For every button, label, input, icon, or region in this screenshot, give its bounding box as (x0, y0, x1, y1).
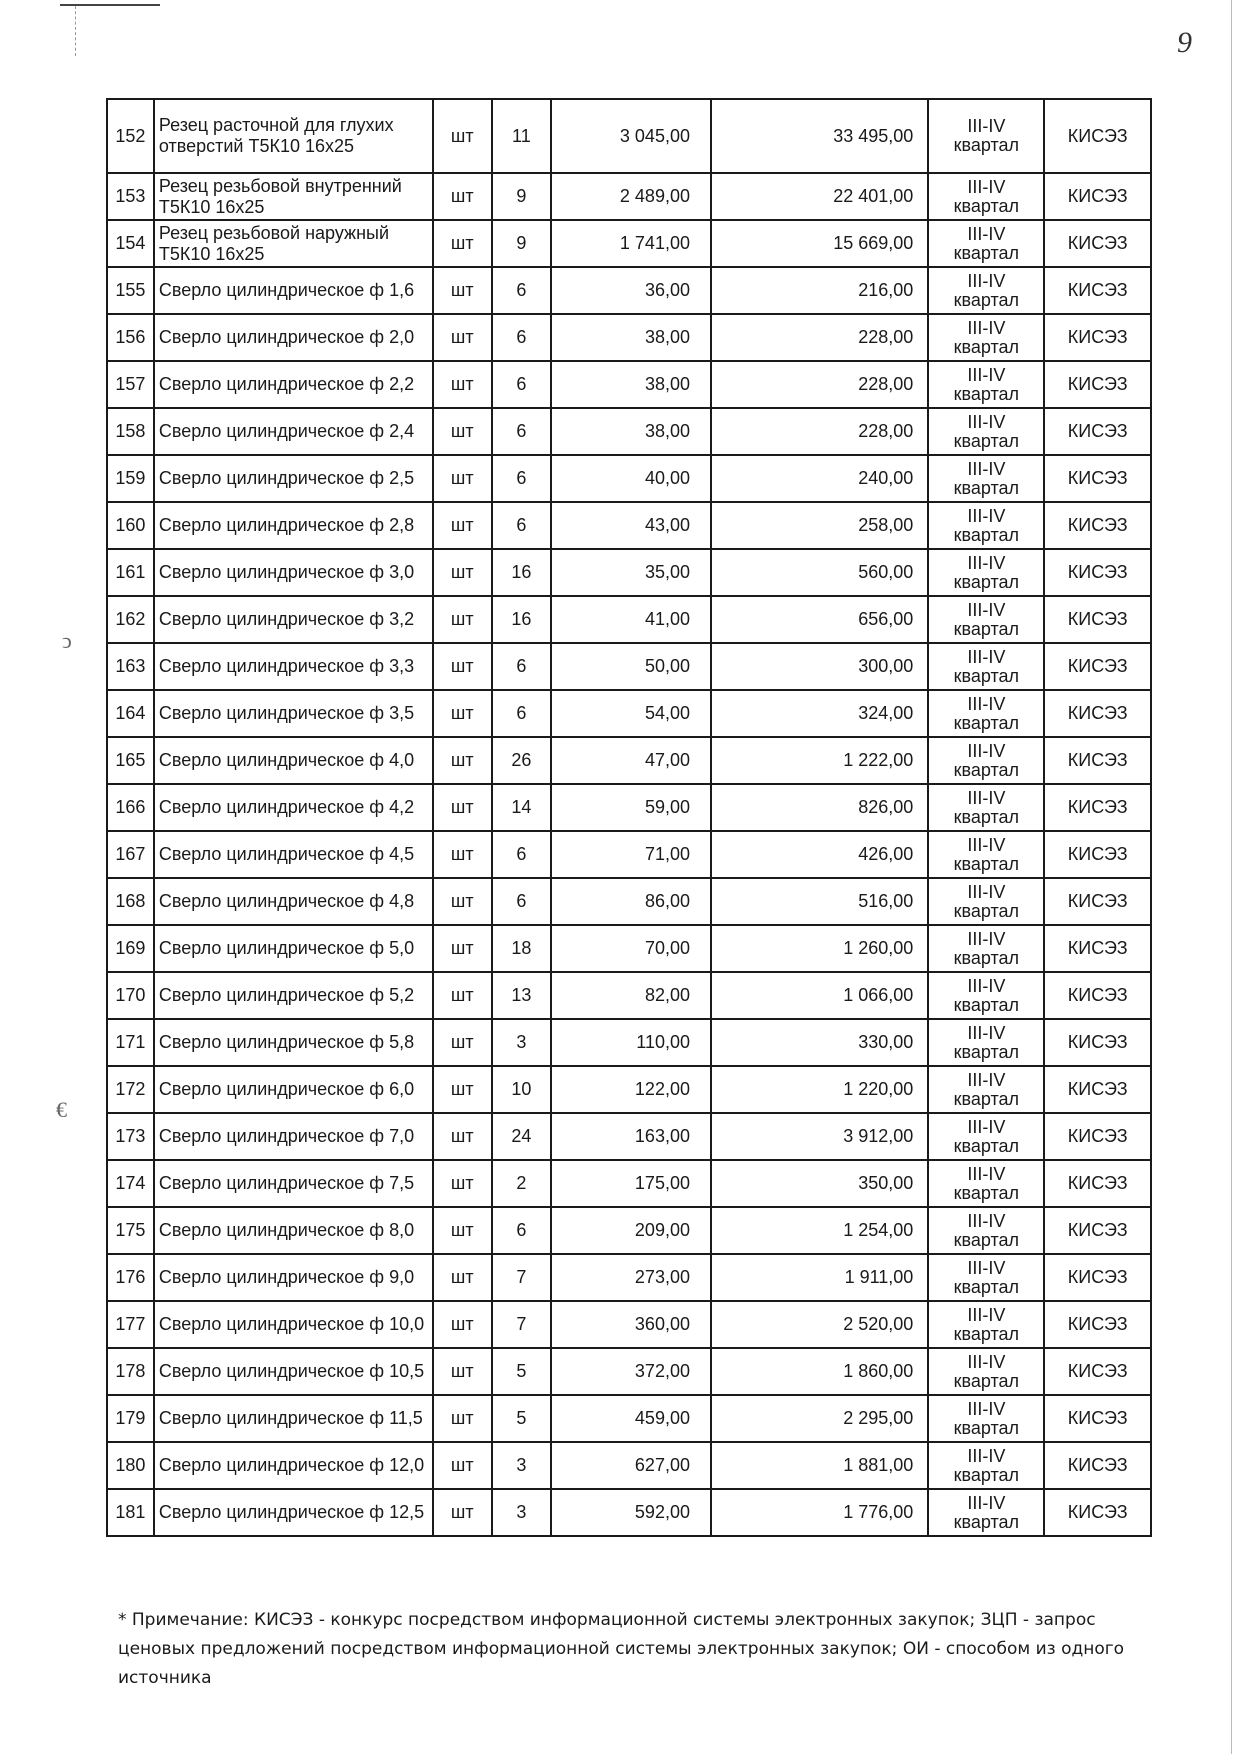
unit-price-cell: 110,00 (551, 1019, 711, 1066)
quantity-cell: 3 (492, 1019, 552, 1066)
item-name-cell: Сверло цилиндрическое ф 2,2 (154, 361, 433, 408)
table-row (107, 643, 1151, 690)
item-name-cell: Резец резьбовой наружный Т5К10 16х25 (154, 220, 433, 267)
table-row (107, 267, 1151, 314)
unit-cell: шт (433, 878, 492, 925)
table-row (107, 220, 1151, 267)
unit-price-cell: 209,00 (551, 1207, 711, 1254)
table-row (107, 1301, 1151, 1348)
total-amount-cell: 1 881,00 (711, 1442, 928, 1489)
delivery-period-cell: III-IV квартал (928, 925, 1044, 972)
item-name-cell: Сверло цилиндрическое ф 2,4 (154, 408, 433, 455)
table-row (107, 831, 1151, 878)
delivery-period-cell: III-IV квартал (928, 173, 1044, 220)
unit-cell: шт (433, 549, 492, 596)
row-number-cell: 161 (107, 549, 154, 596)
total-amount-cell: 1 254,00 (711, 1207, 928, 1254)
procurement-method-cell: КИСЭЗ (1044, 408, 1151, 455)
delivery-period-cell: III-IV квартал (928, 1207, 1044, 1254)
row-number-cell: 178 (107, 1348, 154, 1395)
quantity-cell: 6 (492, 831, 552, 878)
item-name-cell: Сверло цилиндрическое ф 5,2 (154, 972, 433, 1019)
unit-price-cell: 372,00 (551, 1348, 711, 1395)
delivery-period-cell: III-IV квартал (928, 1066, 1044, 1113)
procurement-method-cell: КИСЭЗ (1044, 1442, 1151, 1489)
unit-cell: шт (433, 831, 492, 878)
delivery-period-cell: III-IV квартал (928, 1489, 1044, 1536)
delivery-period-cell: III-IV квартал (928, 1019, 1044, 1066)
row-number-cell: 168 (107, 878, 154, 925)
item-name-cell: Сверло цилиндрическое ф 4,2 (154, 784, 433, 831)
unit-price-cell: 43,00 (551, 502, 711, 549)
unit-price-cell: 38,00 (551, 361, 711, 408)
unit-price-cell: 50,00 (551, 643, 711, 690)
item-name-cell: Сверло цилиндрическое ф 7,5 (154, 1160, 433, 1207)
procurement-method-cell: КИСЭЗ (1044, 690, 1151, 737)
delivery-period-cell: III-IV квартал (928, 1113, 1044, 1160)
row-number-cell: 157 (107, 361, 154, 408)
quantity-cell: 6 (492, 643, 552, 690)
unit-cell: шт (433, 314, 492, 361)
delivery-period-cell: III-IV квартал (928, 1160, 1044, 1207)
procurement-method-cell: КИСЭЗ (1044, 972, 1151, 1019)
table-row (107, 737, 1151, 784)
row-number-cell: 159 (107, 455, 154, 502)
delivery-period-cell: III-IV квартал (928, 972, 1044, 1019)
total-amount-cell: 1 260,00 (711, 925, 928, 972)
unit-cell: шт (433, 267, 492, 314)
unit-price-cell: 360,00 (551, 1301, 711, 1348)
delivery-period-cell: III-IV квартал (928, 643, 1044, 690)
total-amount-cell: 15 669,00 (711, 220, 928, 267)
unit-price-cell: 59,00 (551, 784, 711, 831)
quantity-cell: 14 (492, 784, 552, 831)
quantity-cell: 16 (492, 596, 552, 643)
row-number-cell: 176 (107, 1254, 154, 1301)
table-row (107, 878, 1151, 925)
row-number-cell: 158 (107, 408, 154, 455)
unit-price-cell: 163,00 (551, 1113, 711, 1160)
table-row (107, 1395, 1151, 1442)
table-row (107, 1442, 1151, 1489)
procurement-method-cell: КИСЭЗ (1044, 878, 1151, 925)
item-name-cell: Сверло цилиндрическое ф 1,6 (154, 267, 433, 314)
delivery-period-cell: III-IV квартал (928, 831, 1044, 878)
quantity-cell: 6 (492, 690, 552, 737)
quantity-cell: 6 (492, 1207, 552, 1254)
table-row (107, 314, 1151, 361)
unit-cell: шт (433, 1207, 492, 1254)
procurement-method-cell: КИСЭЗ (1044, 1160, 1151, 1207)
unit-price-cell: 627,00 (551, 1442, 711, 1489)
total-amount-cell: 826,00 (711, 784, 928, 831)
procurement-method-cell: КИСЭЗ (1044, 361, 1151, 408)
row-number-cell: 166 (107, 784, 154, 831)
quantity-cell: 10 (492, 1066, 552, 1113)
total-amount-cell: 516,00 (711, 878, 928, 925)
unit-cell: шт (433, 972, 492, 1019)
item-name-cell: Сверло цилиндрическое ф 4,0 (154, 737, 433, 784)
table-row (107, 502, 1151, 549)
delivery-period-cell: III-IV квартал (928, 99, 1044, 173)
unit-cell: шт (433, 1066, 492, 1113)
quantity-cell: 26 (492, 737, 552, 784)
item-name-cell: Сверло цилиндрическое ф 12,0 (154, 1442, 433, 1489)
procurement-table-body (107, 99, 1151, 1536)
item-name-cell: Сверло цилиндрическое ф 5,8 (154, 1019, 433, 1066)
table-row (107, 690, 1151, 737)
table-row (107, 1160, 1151, 1207)
unit-cell: шт (433, 408, 492, 455)
unit-price-cell: 54,00 (551, 690, 711, 737)
unit-cell: шт (433, 1395, 492, 1442)
procurement-method-cell: КИСЭЗ (1044, 784, 1151, 831)
total-amount-cell: 228,00 (711, 361, 928, 408)
row-number-cell: 156 (107, 314, 154, 361)
row-number-cell: 170 (107, 972, 154, 1019)
row-number-cell: 167 (107, 831, 154, 878)
item-name-cell: Сверло цилиндрическое ф 11,5 (154, 1395, 433, 1442)
unit-cell: шт (433, 596, 492, 643)
procurement-table (106, 98, 1152, 1537)
delivery-period-cell: III-IV квартал (928, 737, 1044, 784)
quantity-cell: 6 (492, 408, 552, 455)
procurement-method-cell: КИСЭЗ (1044, 220, 1151, 267)
procurement-method-cell: КИСЭЗ (1044, 737, 1151, 784)
procurement-method-cell: КИСЭЗ (1044, 314, 1151, 361)
row-number-cell: 169 (107, 925, 154, 972)
procurement-method-cell: КИСЭЗ (1044, 502, 1151, 549)
row-number-cell: 180 (107, 1442, 154, 1489)
total-amount-cell: 656,00 (711, 596, 928, 643)
unit-price-cell: 122,00 (551, 1066, 711, 1113)
quantity-cell: 3 (492, 1442, 552, 1489)
unit-cell: шт (433, 925, 492, 972)
quantity-cell: 6 (492, 267, 552, 314)
unit-price-cell: 175,00 (551, 1160, 711, 1207)
procurement-method-cell: КИСЭЗ (1044, 596, 1151, 643)
unit-cell: шт (433, 173, 492, 220)
quantity-cell: 5 (492, 1395, 552, 1442)
procurement-method-cell: КИСЭЗ (1044, 1207, 1151, 1254)
quantity-cell: 13 (492, 972, 552, 1019)
procurement-method-cell: КИСЭЗ (1044, 99, 1151, 173)
total-amount-cell: 228,00 (711, 408, 928, 455)
row-number-cell: 171 (107, 1019, 154, 1066)
delivery-period-cell: III-IV квартал (928, 549, 1044, 596)
procurement-method-cell: КИСЭЗ (1044, 455, 1151, 502)
quantity-cell: 6 (492, 361, 552, 408)
unit-price-cell: 38,00 (551, 314, 711, 361)
quantity-cell: 11 (492, 99, 552, 173)
row-number-cell: 181 (107, 1489, 154, 1536)
quantity-cell: 5 (492, 1348, 552, 1395)
unit-cell: шт (433, 1254, 492, 1301)
total-amount-cell: 324,00 (711, 690, 928, 737)
quantity-cell: 6 (492, 878, 552, 925)
total-amount-cell: 258,00 (711, 502, 928, 549)
quantity-cell: 7 (492, 1301, 552, 1348)
unit-cell: шт (433, 1113, 492, 1160)
unit-cell: шт (433, 99, 492, 173)
item-name-cell: Сверло цилиндрическое ф 3,2 (154, 596, 433, 643)
table-row (107, 596, 1151, 643)
delivery-period-cell: III-IV квартал (928, 1301, 1044, 1348)
unit-price-cell: 273,00 (551, 1254, 711, 1301)
unit-price-cell: 592,00 (551, 1489, 711, 1536)
table-row (107, 1348, 1151, 1395)
quantity-cell: 7 (492, 1254, 552, 1301)
item-name-cell: Сверло цилиндрическое ф 2,0 (154, 314, 433, 361)
table-row (107, 1113, 1151, 1160)
procurement-method-cell: КИСЭЗ (1044, 549, 1151, 596)
quantity-cell: 9 (492, 220, 552, 267)
row-number-cell: 164 (107, 690, 154, 737)
unit-cell: шт (433, 1489, 492, 1536)
row-number-cell: 154 (107, 220, 154, 267)
unit-cell: шт (433, 502, 492, 549)
procurement-method-cell: КИСЭЗ (1044, 1254, 1151, 1301)
delivery-period-cell: III-IV квартал (928, 314, 1044, 361)
table-row (107, 99, 1151, 173)
total-amount-cell: 560,00 (711, 549, 928, 596)
total-amount-cell: 2 520,00 (711, 1301, 928, 1348)
unit-price-cell: 35,00 (551, 549, 711, 596)
unit-cell: шт (433, 784, 492, 831)
procurement-method-cell: КИСЭЗ (1044, 831, 1151, 878)
row-number-cell: 160 (107, 502, 154, 549)
procurement-method-cell: КИСЭЗ (1044, 925, 1151, 972)
unit-price-cell: 41,00 (551, 596, 711, 643)
total-amount-cell: 3 912,00 (711, 1113, 928, 1160)
procurement-method-cell: КИСЭЗ (1044, 173, 1151, 220)
row-number-cell: 174 (107, 1160, 154, 1207)
unit-cell: шт (433, 220, 492, 267)
row-number-cell: 179 (107, 1395, 154, 1442)
procurement-method-cell: КИСЭЗ (1044, 1066, 1151, 1113)
item-name-cell: Сверло цилиндрическое ф 7,0 (154, 1113, 433, 1160)
total-amount-cell: 330,00 (711, 1019, 928, 1066)
footnote: * Примечание: КИСЭЗ - конкурс посредством информационной системы электронных закупок; ЗЦП - запрос ценовых предложений посредством информационной системы электронных закупок; ОИ - способом из одного источника (118, 1610, 1125, 1688)
procurement-method-cell: КИСЭЗ (1044, 643, 1151, 690)
item-name-cell: Сверло цилиндрическое ф 3,3 (154, 643, 433, 690)
unit-cell: шт (433, 1442, 492, 1489)
total-amount-cell: 1 222,00 (711, 737, 928, 784)
row-number-cell: 177 (107, 1301, 154, 1348)
item-name-cell: Сверло цилиндрическое ф 5,0 (154, 925, 433, 972)
delivery-period-cell: III-IV квартал (928, 361, 1044, 408)
quantity-cell: 16 (492, 549, 552, 596)
unit-cell: шт (433, 737, 492, 784)
scan-edge-line (1231, 0, 1232, 1754)
unit-price-cell: 70,00 (551, 925, 711, 972)
procurement-method-cell: КИСЭЗ (1044, 1395, 1151, 1442)
delivery-period-cell: III-IV квартал (928, 1348, 1044, 1395)
quantity-cell: 2 (492, 1160, 552, 1207)
table-row (107, 408, 1151, 455)
row-number-cell: 173 (107, 1113, 154, 1160)
total-amount-cell: 216,00 (711, 267, 928, 314)
unit-price-cell: 47,00 (551, 737, 711, 784)
table-row (107, 549, 1151, 596)
item-name-cell: Сверло цилиндрическое ф 4,8 (154, 878, 433, 925)
unit-cell: шт (433, 361, 492, 408)
unit-price-cell: 40,00 (551, 455, 711, 502)
quantity-cell: 6 (492, 502, 552, 549)
procurement-method-cell: КИСЭЗ (1044, 1489, 1151, 1536)
item-name-cell: Сверло цилиндрическое ф 4,5 (154, 831, 433, 878)
unit-cell: шт (433, 690, 492, 737)
total-amount-cell: 33 495,00 (711, 99, 928, 173)
unit-cell: шт (433, 455, 492, 502)
item-name-cell: Резец расточной для глухих отверстий Т5К10 16х25 (154, 99, 433, 173)
table-row (107, 1207, 1151, 1254)
unit-cell: шт (433, 643, 492, 690)
item-name-cell: Сверло цилиндрическое ф 8,0 (154, 1207, 433, 1254)
total-amount-cell: 1 911,00 (711, 1254, 928, 1301)
procurement-method-cell: КИСЭЗ (1044, 1019, 1151, 1066)
procurement-method-cell: КИСЭЗ (1044, 1301, 1151, 1348)
quantity-cell: 6 (492, 314, 552, 361)
table-row (107, 361, 1151, 408)
total-amount-cell: 228,00 (711, 314, 928, 361)
item-name-cell: Сверло цилиндрическое ф 10,5 (154, 1348, 433, 1395)
table-row (107, 925, 1151, 972)
delivery-period-cell: III-IV квартал (928, 1442, 1044, 1489)
row-number-cell: 163 (107, 643, 154, 690)
total-amount-cell: 2 295,00 (711, 1395, 928, 1442)
row-number-cell: 155 (107, 267, 154, 314)
unit-price-cell: 38,00 (551, 408, 711, 455)
table-row (107, 455, 1151, 502)
unit-cell: шт (433, 1019, 492, 1066)
item-name-cell: Сверло цилиндрическое ф 2,8 (154, 502, 433, 549)
row-number-cell: 162 (107, 596, 154, 643)
item-name-cell: Сверло цилиндрическое ф 10,0 (154, 1301, 433, 1348)
page-number: 9 (1177, 26, 1192, 59)
row-number-cell: 152 (107, 99, 154, 173)
unit-price-cell: 86,00 (551, 878, 711, 925)
row-number-cell: 175 (107, 1207, 154, 1254)
margin-mark: € (56, 1097, 67, 1122)
table-row (107, 1489, 1151, 1536)
item-name-cell: Сверло цилиндрическое ф 3,0 (154, 549, 433, 596)
total-amount-cell: 1 220,00 (711, 1066, 928, 1113)
row-number-cell: 153 (107, 173, 154, 220)
quantity-cell: 18 (492, 925, 552, 972)
delivery-period-cell: III-IV квартал (928, 455, 1044, 502)
quantity-cell: 6 (492, 455, 552, 502)
total-amount-cell: 300,00 (711, 643, 928, 690)
unit-price-cell: 1 741,00 (551, 220, 711, 267)
quantity-cell: 3 (492, 1489, 552, 1536)
delivery-period-cell: III-IV квартал (928, 690, 1044, 737)
table-row (107, 972, 1151, 1019)
total-amount-cell: 1 860,00 (711, 1348, 928, 1395)
unit-price-cell: 36,00 (551, 267, 711, 314)
table-row (107, 1066, 1151, 1113)
unit-price-cell: 2 489,00 (551, 173, 711, 220)
delivery-period-cell: III-IV квартал (928, 220, 1044, 267)
quantity-cell: 24 (492, 1113, 552, 1160)
row-number-cell: 172 (107, 1066, 154, 1113)
delivery-period-cell: III-IV квартал (928, 1254, 1044, 1301)
item-name-cell: Сверло цилиндрическое ф 3,5 (154, 690, 433, 737)
procurement-method-cell: КИСЭЗ (1044, 267, 1151, 314)
total-amount-cell: 22 401,00 (711, 173, 928, 220)
table-row (107, 1019, 1151, 1066)
total-amount-cell: 240,00 (711, 455, 928, 502)
procurement-method-cell: КИСЭЗ (1044, 1113, 1151, 1160)
delivery-period-cell: III-IV квартал (928, 878, 1044, 925)
unit-cell: шт (433, 1301, 492, 1348)
delivery-period-cell: III-IV квартал (928, 267, 1044, 314)
delivery-period-cell: III-IV квартал (928, 502, 1044, 549)
unit-cell: шт (433, 1160, 492, 1207)
delivery-period-cell: III-IV квартал (928, 408, 1044, 455)
item-name-cell: Сверло цилиндрическое ф 2,5 (154, 455, 433, 502)
table-row (107, 1254, 1151, 1301)
total-amount-cell: 1 066,00 (711, 972, 928, 1019)
unit-cell: шт (433, 1348, 492, 1395)
quantity-cell: 9 (492, 173, 552, 220)
delivery-period-cell: III-IV квартал (928, 596, 1044, 643)
item-name-cell: Сверло цилиндрическое ф 12,5 (154, 1489, 433, 1536)
item-name-cell: Сверло цилиндрическое ф 9,0 (154, 1254, 433, 1301)
delivery-period-cell: III-IV квартал (928, 784, 1044, 831)
unit-price-cell: 459,00 (551, 1395, 711, 1442)
item-name-cell: Сверло цилиндрическое ф 6,0 (154, 1066, 433, 1113)
total-amount-cell: 350,00 (711, 1160, 928, 1207)
table-row (107, 784, 1151, 831)
unit-price-cell: 3 045,00 (551, 99, 711, 173)
delivery-period-cell: III-IV квартал (928, 1395, 1044, 1442)
unit-price-cell: 82,00 (551, 972, 711, 1019)
row-number-cell: 165 (107, 737, 154, 784)
scan-corner-dashed-line (75, 6, 76, 56)
margin-mark: ↄ (62, 628, 72, 653)
unit-price-cell: 71,00 (551, 831, 711, 878)
table-row (107, 173, 1151, 220)
total-amount-cell: 1 776,00 (711, 1489, 928, 1536)
total-amount-cell: 426,00 (711, 831, 928, 878)
item-name-cell: Резец резьбовой внутренний Т5К10 16х25 (154, 173, 433, 220)
procurement-method-cell: КИСЭЗ (1044, 1348, 1151, 1395)
